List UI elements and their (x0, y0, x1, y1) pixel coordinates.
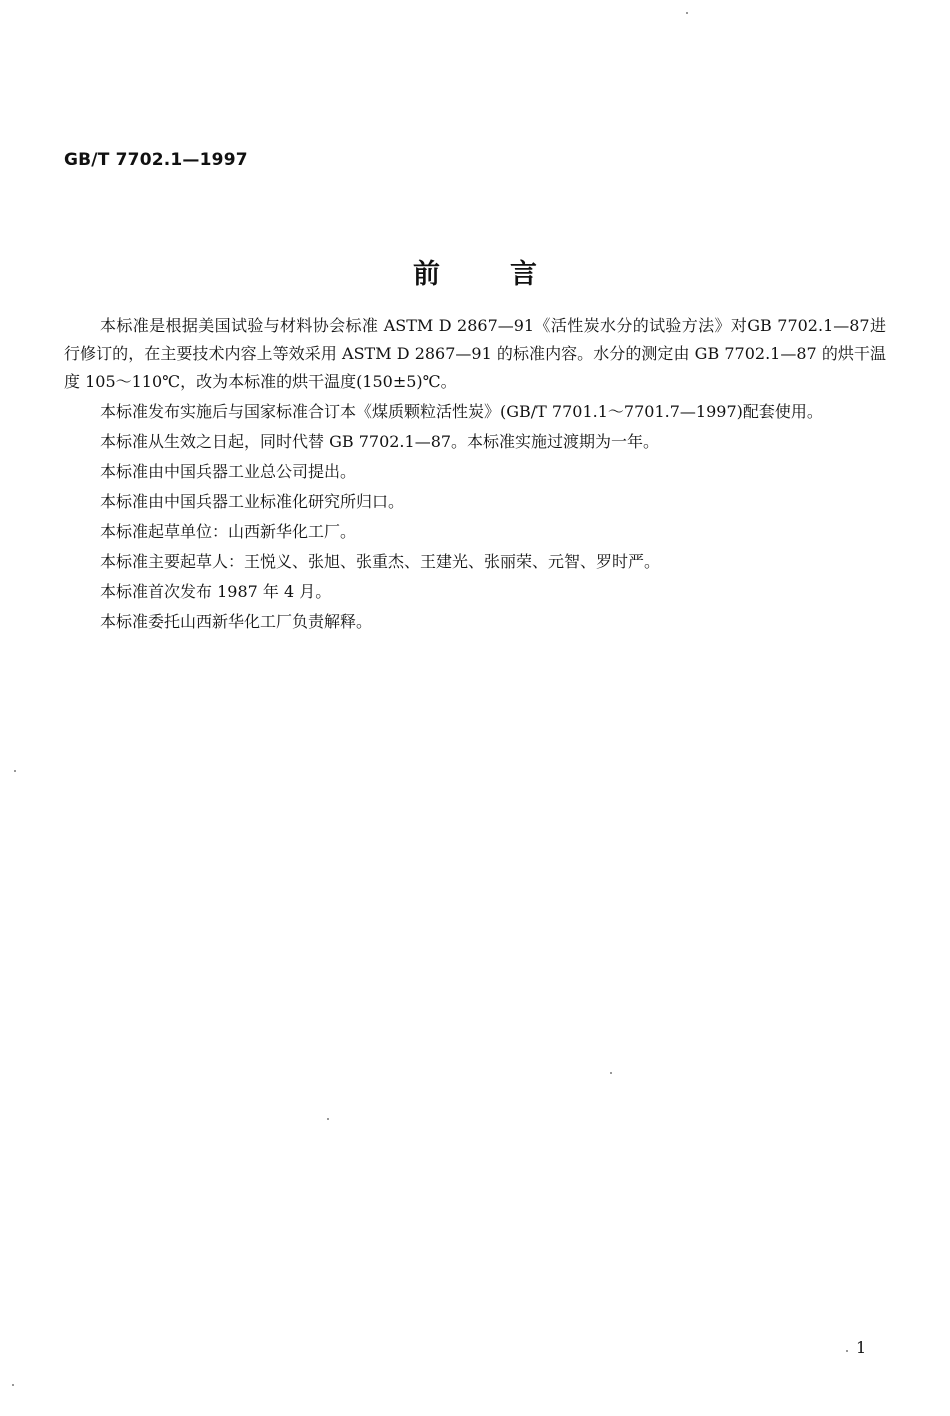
paragraph-interpretation: 本标准委托山西新华化工厂负责解释。 (100, 612, 373, 631)
scan-speck (12, 1384, 14, 1386)
foreword-body (64, 312, 886, 636)
scan-speck (14, 770, 16, 772)
standard-code: GB/T 7702.1—1997 (64, 150, 248, 170)
paragraph-administrator: 本标准由中国兵器工业标准化研究所归口。 (100, 492, 405, 511)
scan-speck (686, 12, 688, 14)
page-number: 1 (856, 1338, 867, 1357)
paragraph-effective-date: 本标准从生效之日起，同时代替 GB 7702.1—87。本标准实施过渡期为一年。 (100, 432, 660, 451)
scan-speck (846, 1350, 848, 1352)
paragraph-proposer: 本标准由中国兵器工业总公司提出。 (100, 462, 357, 481)
paragraph-drafters: 本标准主要起草人：王悦义、张旭、张重杰、王建光、张丽荣、元智、罗时严。 (100, 552, 661, 571)
paragraph-drafting-unit: 本标准起草单位：山西新华化工厂。 (100, 522, 357, 541)
scan-speck (610, 1072, 612, 1074)
paragraph-basis: 本标准是根据美国试验与材料协会标准 ASTM D 2867—91《活性炭水分的试验方法》对GB 7702.1—87进行修订的，在主要技术内容上等效采用 ASTM D 2867—91 的标准内容。水分的测定由 GB 7702.1—87 的烘干温度 105～110℃，改为本标准的烘干温度(150±5)℃。 (64, 316, 886, 391)
paragraph-compilation: 本标准发布实施后与国家标准合订本《煤质颗粒活性炭》(GB/T 7701.1～7701.7—1997)配套使用。 (100, 402, 823, 421)
paragraph-first-release: 本标准首次发布 1987 年 4 月。 (100, 582, 332, 601)
scan-speck (327, 1118, 329, 1120)
page-title: 前言 (413, 259, 607, 290)
